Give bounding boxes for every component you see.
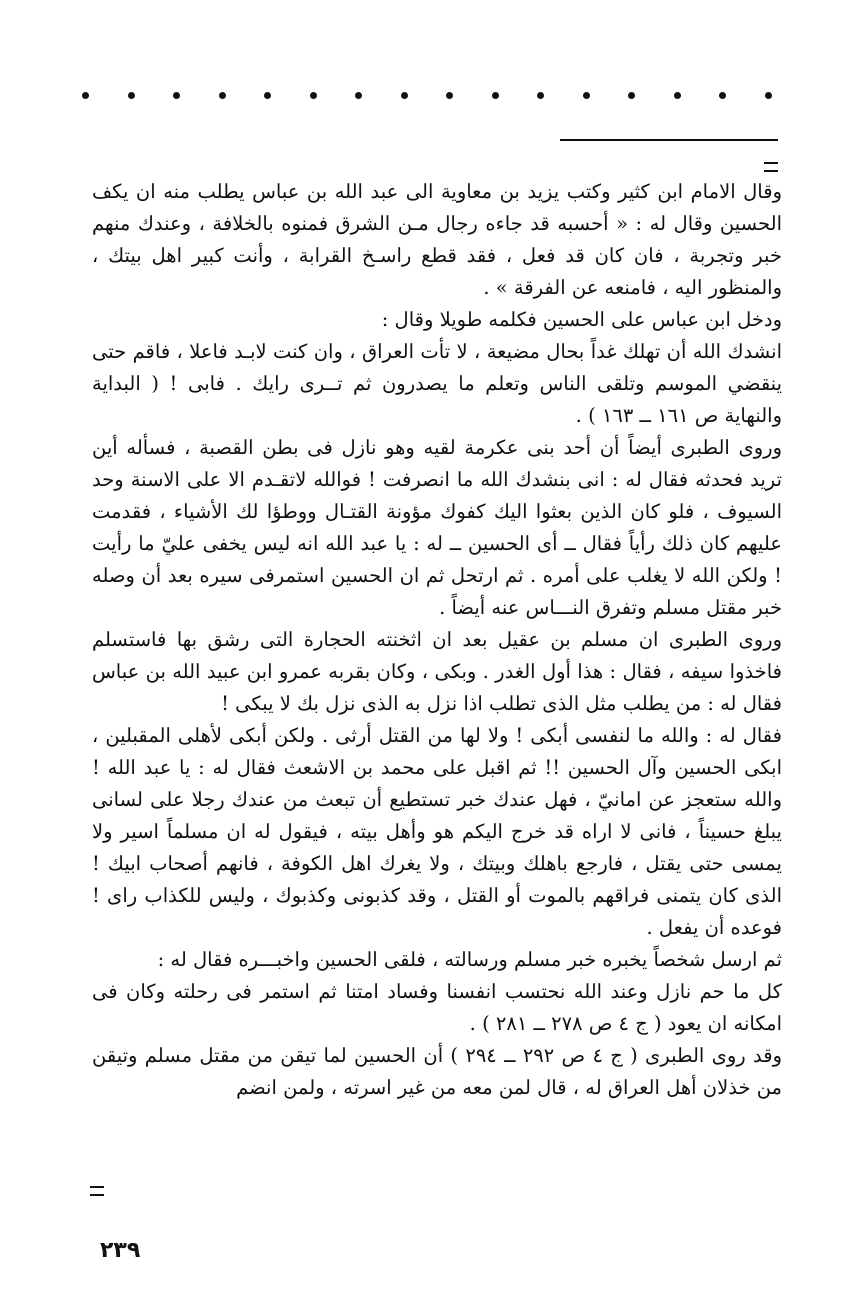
ornament-dot xyxy=(128,92,135,99)
paragraph-tabari-final: وقد روى الطبرى ( ج ٤ ص ٢٩٢ ــ ٢٩٤ ) أن الحسين لما تيقن من مقتل مسلم وتيقن من خذلان أهل العراق له ، قال لمن معه من غير اسرته ، ولمن انضم xyxy=(92,1044,782,1099)
page-body xyxy=(92,176,782,1104)
paragraph-muslim-reply: فقال له : والله ما لنفسى أبكى ! ولا لها من القتل أرثى . ولكن أبكى لأهلى المقبلين ، ابكى الحسين وآل الحسين !! ثم اقبل على محمد بن الاشعث فقال له : يا عبد الله ! والله ستعجز عن امانيّ ، فهل عندك خبر تستطيع أن تبعث من عندك رجلا على لسانى يبلغ حسيناً ، فانى لا اراه قد خرج اليكم هو وأهل بيته ، فيقول له ان مسلماً اسير ولا يمسى حتى يقتل ، فارجع باهلك وبيتك ، ولا يغرك اهل الكوفة ، فانهم أصحاب ابيك ! الذى كان يتمنى فراقهم بالموت أو القتل ، وقد كذبونى وكذبوك ، وليس للكذاب راى ! فوعده أن يفعل . xyxy=(92,724,782,939)
double-rule-mark-bottom xyxy=(90,1186,104,1196)
ornament-dot xyxy=(264,92,271,99)
paragraph-ibn-abbas-enters: ودخل ابن عباس على الحسين فكلمه طويلا وقال : xyxy=(381,308,782,331)
page-number: ٢٣٩ xyxy=(100,1238,141,1263)
paragraph-bani-ikrima: وروى الطبرى أيضاً أن أحد بنى عكرمة لقيه وهو نازل فى بطن القصبة ، فسأله أين تريد فحدثه فقال له : انى بنشدك الله ما انصرفت ! فوالله لاتقـدم الا على الاسنة وحد السيوف ، فلو كان الذين بعثوا اليك كفوك مؤونة القتـال ووطؤا لك الأشياء ، فقدمت عليهم كان ذلك رأياً فقال ــ أى الحسين ــ له : يا عبد الله انه ليس يخفى عليّ ما رأيت ! ولكن الله لا يغلب على أمره . ثم ارتحل ثم ان الحسين استمرفى سيره بعد أن وصله خبر مقتل مسلم وتفرق النـــاس عنه أيضاً . xyxy=(92,436,782,619)
ornament-dot xyxy=(765,92,772,99)
paragraph-messenger: ثم ارسل شخصاً يخبره خبر مسلم ورسالته ، فلقى الحسين واخبـــره فقال له : xyxy=(157,948,782,971)
ornament-dot xyxy=(446,92,453,99)
ornament-dot xyxy=(537,92,544,99)
double-rule-mark-top xyxy=(764,162,778,172)
decorative-dot-row xyxy=(82,92,772,99)
ornament-dot xyxy=(173,92,180,99)
header-rule xyxy=(560,139,778,141)
ornament-dot xyxy=(82,92,89,99)
paragraph-husain-continues: كل ما حم نازل وعند الله نحتسب انفسنا وفساد امتنا ثم استمر فى رحلته وكان فى امكانه ان يعود ( ج ٤ ص ٢٧٨ ــ ٢٨١ ) . xyxy=(92,980,782,1035)
paragraph-muslim-ibn-aqil: وروى الطبرى ان مسلم بن عقيل بعد ان اثخنته الحجارة التى رشق بها فاستسلم فاخذوا سيفه ، فقال : هذا أول الغدر . وبكى ، وكان بقربه عمرو ابن عبيد الله بن عباس فقال له : من يطلب مثل الذى تطلب اذا نزل به الذى نزل بك لا يبكى ! xyxy=(92,628,782,715)
paragraph-ibn-kathir: وقال الامام ابن كثير وكتب يزيد بن معاوية الى عبد الله بن عباس يطلب منه ان يكف الحسين وقال له : « أحسبه قد جاءه رجال مـن الشرق فمنوه بالخلافة ، وعندك منهم خبر وتجربة ، فان كان قد فعل ، فقد قطع راسـخ القرابة ، وأنت كبير اهل بيتك ، والمنظور اليه ، فامنعه عن الفرقة » . xyxy=(92,180,782,299)
ornament-dot xyxy=(310,92,317,99)
ornament-dot xyxy=(719,92,726,99)
ornament-dot xyxy=(401,92,408,99)
ornament-dot xyxy=(674,92,681,99)
ornament-dot xyxy=(219,92,226,99)
paragraph-ibn-abbas-plea: انشدك الله أن تهلك غداً بحال مضيعة ، لا تأت العراق ، وان كنت لابـد فاعلا ، فاقم حتى ينقضي الموسم وتلقى الناس وتعلم ما يصدرون ثم تــرى رايك . فابى ! ( البداية والنهاية ص ١٦١ ــ ١٦٣ ) . xyxy=(92,340,782,427)
ornament-dot xyxy=(628,92,635,99)
ornament-dot xyxy=(492,92,499,99)
ornament-dot xyxy=(583,92,590,99)
ornament-dot xyxy=(355,92,362,99)
